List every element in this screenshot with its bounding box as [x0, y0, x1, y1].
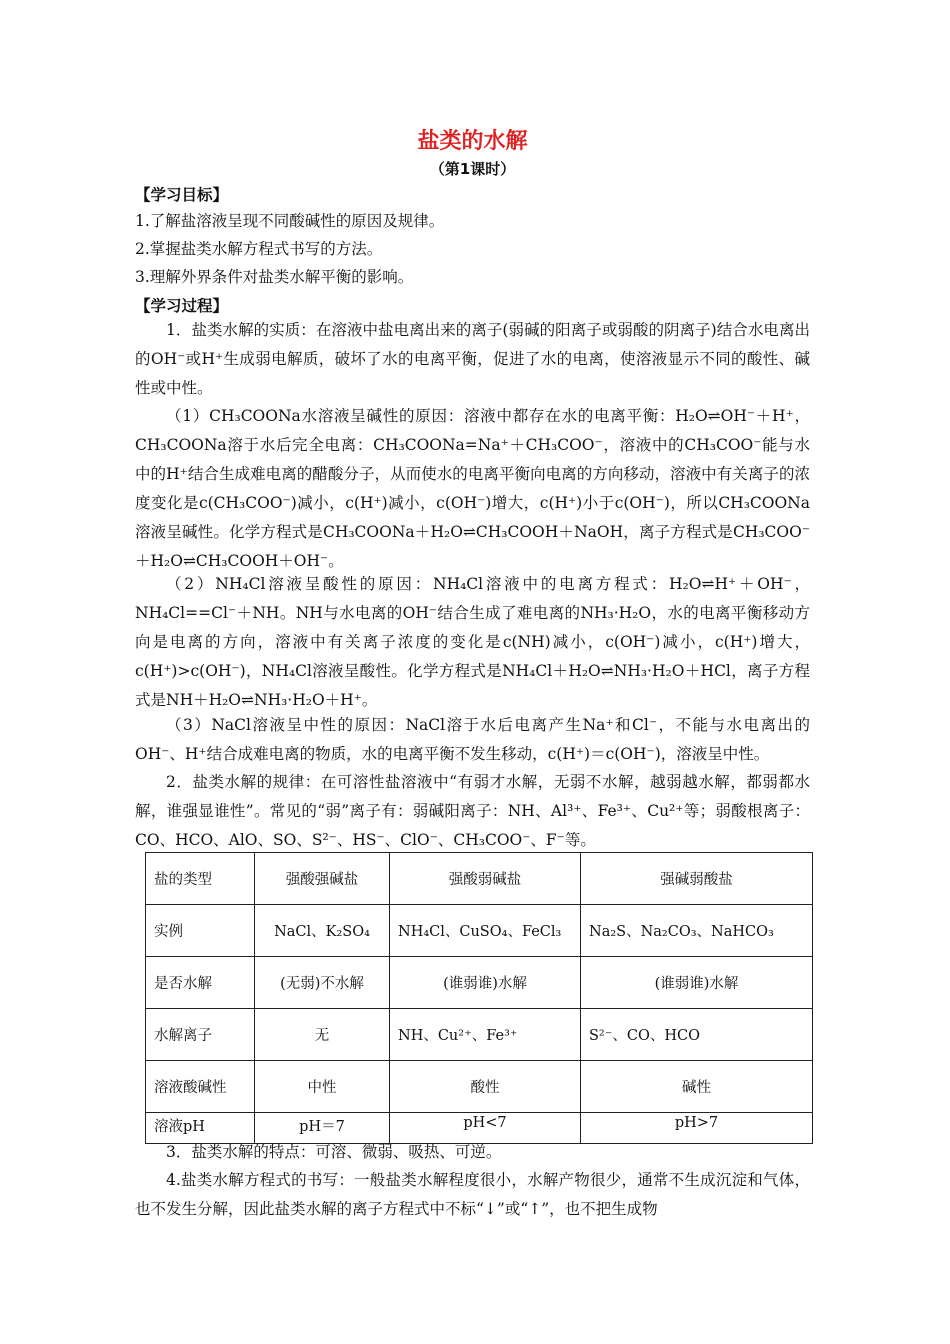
table-cell: pH>7	[581, 1113, 813, 1144]
table-cell: 实例	[146, 905, 255, 957]
table-cell: 酸性	[390, 1061, 581, 1113]
paragraph-nh4cl: （2）NH₄Cl溶液呈酸性的原因：NH₄Cl溶液中的电离方程式：H₂O⇌H⁺＋OH⁻，NH₄Cl==Cl⁻＋NH。NH与水电离的OH⁻结合生成了难电离的NH₃·H₂O，水的电离平衡移动方向是电离的方向，溶液中有关离子浓度的变化是c(NH)减小，c(OH⁻)减小，c(H⁺)增大，c(H⁺)>c(OH⁻)，NH₄Cl溶液呈酸性。化学方程式是NH₄Cl＋H₂O⇌NH₃·H₂O＋HCl，离子方程式是NH＋H₂O⇌NH₃·H₂O＋H⁺。	[135, 575, 810, 709]
paragraph-hydrolysis-rules: 2．盐类水解的规律：在可溶性盐溶液中“有弱才水解，无弱不水解，越弱越水解，都弱都水解，谁强显谁性”。常见的“弱”离子有：弱碱阳离子：NH、Al³⁺、Fe³⁺、Cu²⁺等；弱酸根离子：CO、HCO、AlO、SO、S²⁻、HS⁻、ClO⁻、CH₃COO⁻、F⁻等。	[135, 773, 810, 849]
process-heading: 【学习过程】	[135, 297, 229, 315]
table-cell: NaCl、K₂SO₄	[255, 905, 390, 957]
table-cell: 强碱弱酸盐	[581, 853, 813, 905]
paragraph-nacl: （3）NaCl溶液呈中性的原因：NaCl溶于水后电离产生Na⁺和Cl⁻，不能与水电离出的OH⁻、H⁺结合成难电离的物质，水的电离平衡不发生移动，c(H⁺)＝c(OH⁻)，溶液呈中性。	[135, 716, 810, 763]
table-row	[146, 957, 813, 1009]
table-cell: 溶液酸碱性	[146, 1061, 255, 1113]
table-cell: 强酸强碱盐	[255, 853, 390, 905]
table-cell: 盐的类型	[146, 853, 255, 905]
table-header-row	[146, 853, 813, 905]
objective-item-1: 1.了解盐溶液呈现不同酸碱性的原因及规律。	[135, 212, 445, 230]
table-row	[146, 905, 813, 957]
paragraph-hydrolysis-equations: 4.盐类水解方程式的书写：一般盐类水解程度很小，水解产物很少，通常不生成沉淀和气体，也不发生分解，因此盐类水解的离子方程式中不标“↓”或“↑”，也不把生成物	[135, 1171, 810, 1218]
table-cell: NH、Cu²⁺、Fe³⁺	[390, 1009, 581, 1061]
page-title: 盐类的水解	[417, 129, 528, 154]
objectives-heading: 【学习目标】	[135, 186, 229, 204]
table-cell: 强酸弱碱盐	[390, 853, 581, 905]
table-cell: 中性	[255, 1061, 390, 1113]
table-cell: 水解离子	[146, 1009, 255, 1061]
table-cell: 溶液pH	[146, 1113, 255, 1144]
page-subtitle: （第1课时）	[429, 160, 516, 178]
paragraph-hydrolysis-essence: 1．盐类水解的实质：在溶液中盐电离出来的离子(弱碱的阳离子或弱酸的阴离子)结合水电离出的OH⁻或H⁺生成弱电解质，破坏了水的电离平衡，促进了水的电离，使溶液显示不同的酸性、碱性或中性。	[135, 321, 810, 397]
table-cell: (谁弱谁)水解	[390, 957, 581, 1009]
paragraph-ch3coona: （1）CH₃COONa水溶液呈碱性的原因：溶液中都存在水的电离平衡：H₂O⇌OH⁻＋H⁺，CH₃COONa溶于水后完全电离：CH₃COONa=Na⁺＋CH₃COO⁻，溶液中的CH₃COO⁻能与水中的H⁺结合生成难电离的醋酸分子，从而使水的电离平衡向电离的方向移动，溶液中有关离子的浓度变化是c(CH₃COO⁻)减小，c(H⁺)减小，c(OH⁻)增大，c(H⁺)小于c(OH⁻)，所以CH₃COONa溶液呈碱性。化学方程式是CH₃COONa＋H₂O⇌CH₃COOH＋NaOH，离子方程式是CH₃COO⁻＋H₂O⇌CH₃COOH＋OH⁻。	[135, 407, 810, 570]
paragraph-hydrolysis-features: 3．盐类水解的特点：可溶、微弱、吸热、可逆。	[166, 1143, 502, 1161]
objective-item-2: 2.掌握盐类水解方程式书写的方法。	[135, 240, 383, 258]
table-cell: 是否水解	[146, 957, 255, 1009]
table-cell: pH＝7	[255, 1113, 390, 1144]
table-cell: pH<7	[390, 1113, 581, 1144]
table-cell: Na₂S、Na₂CO₃、NaHCO₃	[581, 905, 813, 957]
table-cell: 碱性	[581, 1061, 813, 1113]
table-cell: (谁弱谁)水解	[581, 957, 813, 1009]
table-cell: 无	[255, 1009, 390, 1061]
objective-item-3: 3.理解外界条件对盐类水解平衡的影响。	[135, 268, 414, 286]
table-row	[146, 1061, 813, 1113]
table-row	[146, 1009, 813, 1061]
salt-type-table	[145, 852, 813, 1144]
table-cell: NH₄Cl、CuSO₄、FeCl₃	[390, 905, 581, 957]
table-cell: (无弱)不水解	[255, 957, 390, 1009]
table-cell: S²⁻、CO、HCO	[581, 1009, 813, 1061]
